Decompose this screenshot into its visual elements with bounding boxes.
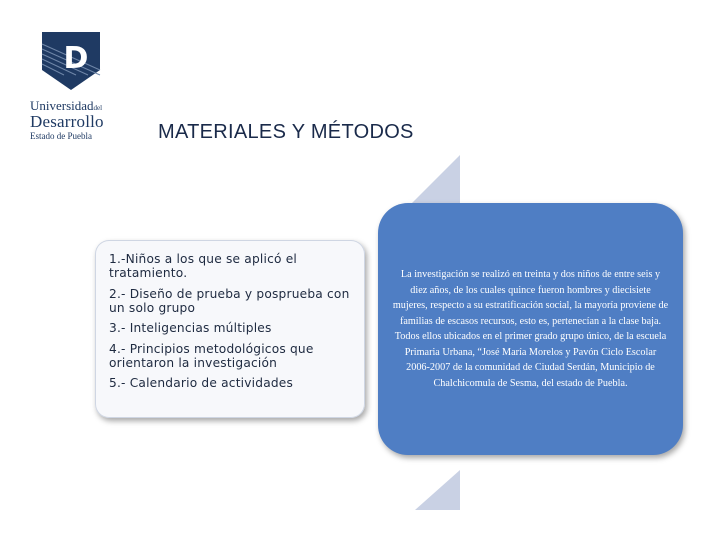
description-box [378, 203, 683, 455]
page-title: MATERIALES Y MÉTODOS [158, 121, 414, 143]
list-item: 4.- Principios metodológicos que orientaron la investigación [109, 341, 314, 370]
methods-list-box [95, 240, 365, 418]
logo-text-state: Estado de Puebla [30, 131, 92, 141]
list-item: 1.-Niños a los que se aplicó el tratamiento. [109, 252, 297, 280]
list-item: 2.- Diseño de prueba y posprueba con un solo grupo [109, 286, 350, 315]
arrow-bottom-shape [415, 470, 460, 510]
description-text: La investigación se realizó en treinta y dos niños de entre seis y diez años, de los cuales quince fueron hombres y diecisiete mujeres, respecto a su estratificación social, la mayoría proviene de familias de escasos recursos, esto es, pertenecían a la clase baja. Todos ellos ubicados en el primer grado grupo único, de la escuela Primaria Urbana, “José María Morelos y Pavón Ciclo Escolar 2006-2007 de la comunidad de Ciudad Serdán, Municipio de Chalchicomula de Sesma, del estado de Puebla. [392, 269, 669, 389]
logo-text-desarrollo: Desarrollo [30, 112, 104, 131]
logo-monogram: D [63, 41, 89, 76]
list-item: 5.- Calendario de actividades [109, 376, 294, 390]
logo-text-university: Universidaddel [30, 98, 103, 113]
university-shield-icon [40, 30, 102, 92]
list-item: 3.- Inteligencias múltiples [109, 321, 272, 335]
university-logo [30, 30, 125, 140]
arrow-top-shape [410, 155, 460, 205]
